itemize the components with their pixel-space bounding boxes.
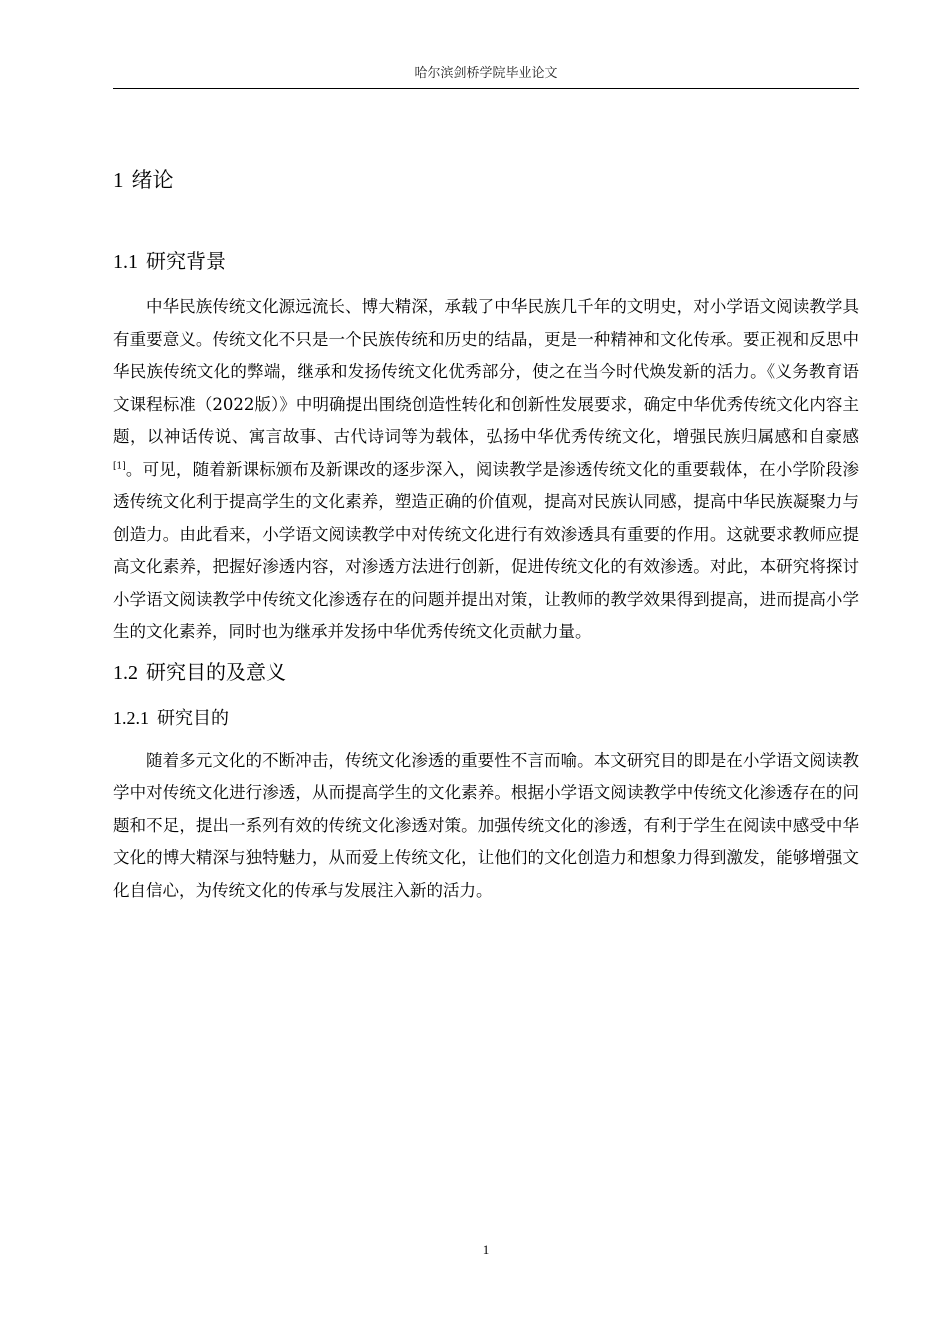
paragraph-text-continued: 。可见，随着新课标颁布及新课改的逐步深入，阅读教学是渗透传统文化的重要载体，在小学阶段渗透传统文化利于提高学生的文化素养，塑造正确的价值观，提高对民族认同感，提高中华民族凝聚力与创造力。由此看来，小学语文阅读教学中对传统文化进行有效渗透具有重要的作用。这就要求教师应提高文化素养，把握好渗透内容，对渗透方法进行创新，促进传统文化的有效渗透。对此，本研究将探讨小学语文阅读教学中传统文化渗透存在的问题并提出对策，让教师的教学效果得到提高，进而提高小学生的文化素养，同时也为继承并发扬中华优秀传统文化贡献力量。 bbox=[113, 459, 859, 641]
section-title: 研究背景 bbox=[146, 249, 226, 273]
section-heading-1-1 bbox=[113, 244, 859, 279]
page-header bbox=[113, 64, 859, 84]
document-body bbox=[113, 160, 859, 907]
page-number: 1 bbox=[482, 1242, 490, 1257]
chapter-title: 绪论 bbox=[131, 168, 174, 192]
chapter-heading bbox=[113, 160, 859, 200]
section-title: 研究目的及意义 bbox=[146, 659, 286, 684]
section-number: 1.1 bbox=[113, 251, 138, 273]
subsection-title: 研究目的 bbox=[157, 707, 229, 729]
purpose-paragraph: 随着多元文化的不断冲击，传统文化渗透的重要性不言而喻。本文研究目的即是在小学语文阅读教学中对传统文化进行渗透，从而提高学生的文化素养。根据小学语文阅读教学中传统文化渗透存在的问题和不足，提出一系列有效的传统文化渗透对策。加强传统文化的渗透，有利于学生在阅读中感受中华文化的博大精深与独特魅力，从而爱上传统文化，让他们的文化创造力和想象力得到激发，能够增强文化自信心，为传统文化的传承与发展注入新的活力。 bbox=[113, 750, 859, 900]
section-number: 1.2 bbox=[113, 661, 138, 684]
chapter-number: 1 bbox=[113, 168, 124, 192]
citation-link[interactable]: [1] bbox=[113, 461, 126, 471]
subsection-heading-1-2-1 bbox=[113, 702, 859, 735]
section-heading-1-2 bbox=[113, 655, 859, 690]
background-paragraph bbox=[113, 291, 859, 649]
paragraph-text: 中华民族传统文化源远流长、博大精深，承载了中华民族几千年的文明史，对小学语文阅读教学具有重要意义。传统文化不只是一个民族传统和历史的结晶，更是一种精神和文化传承。要正视和反思中华民族传统文化的弊端，继承和发扬传统文化优秀部分，使之在当今时代焕发新的活力。《义务教育语文课程标准（2022版）》中明确提出围绕创造性转化和创新性发展要求，确定中华优秀传统文化内容主题，以神话传说、寓言故事、古代诗词等为载体，弘扬中华优秀传统文化，增强民族归属感和自豪感 bbox=[113, 297, 859, 446]
subsection-number: 1.2.1 bbox=[113, 707, 149, 728]
header-rule bbox=[113, 88, 859, 89]
header-title: 哈尔滨剑桥学院毕业论文 bbox=[414, 66, 558, 81]
